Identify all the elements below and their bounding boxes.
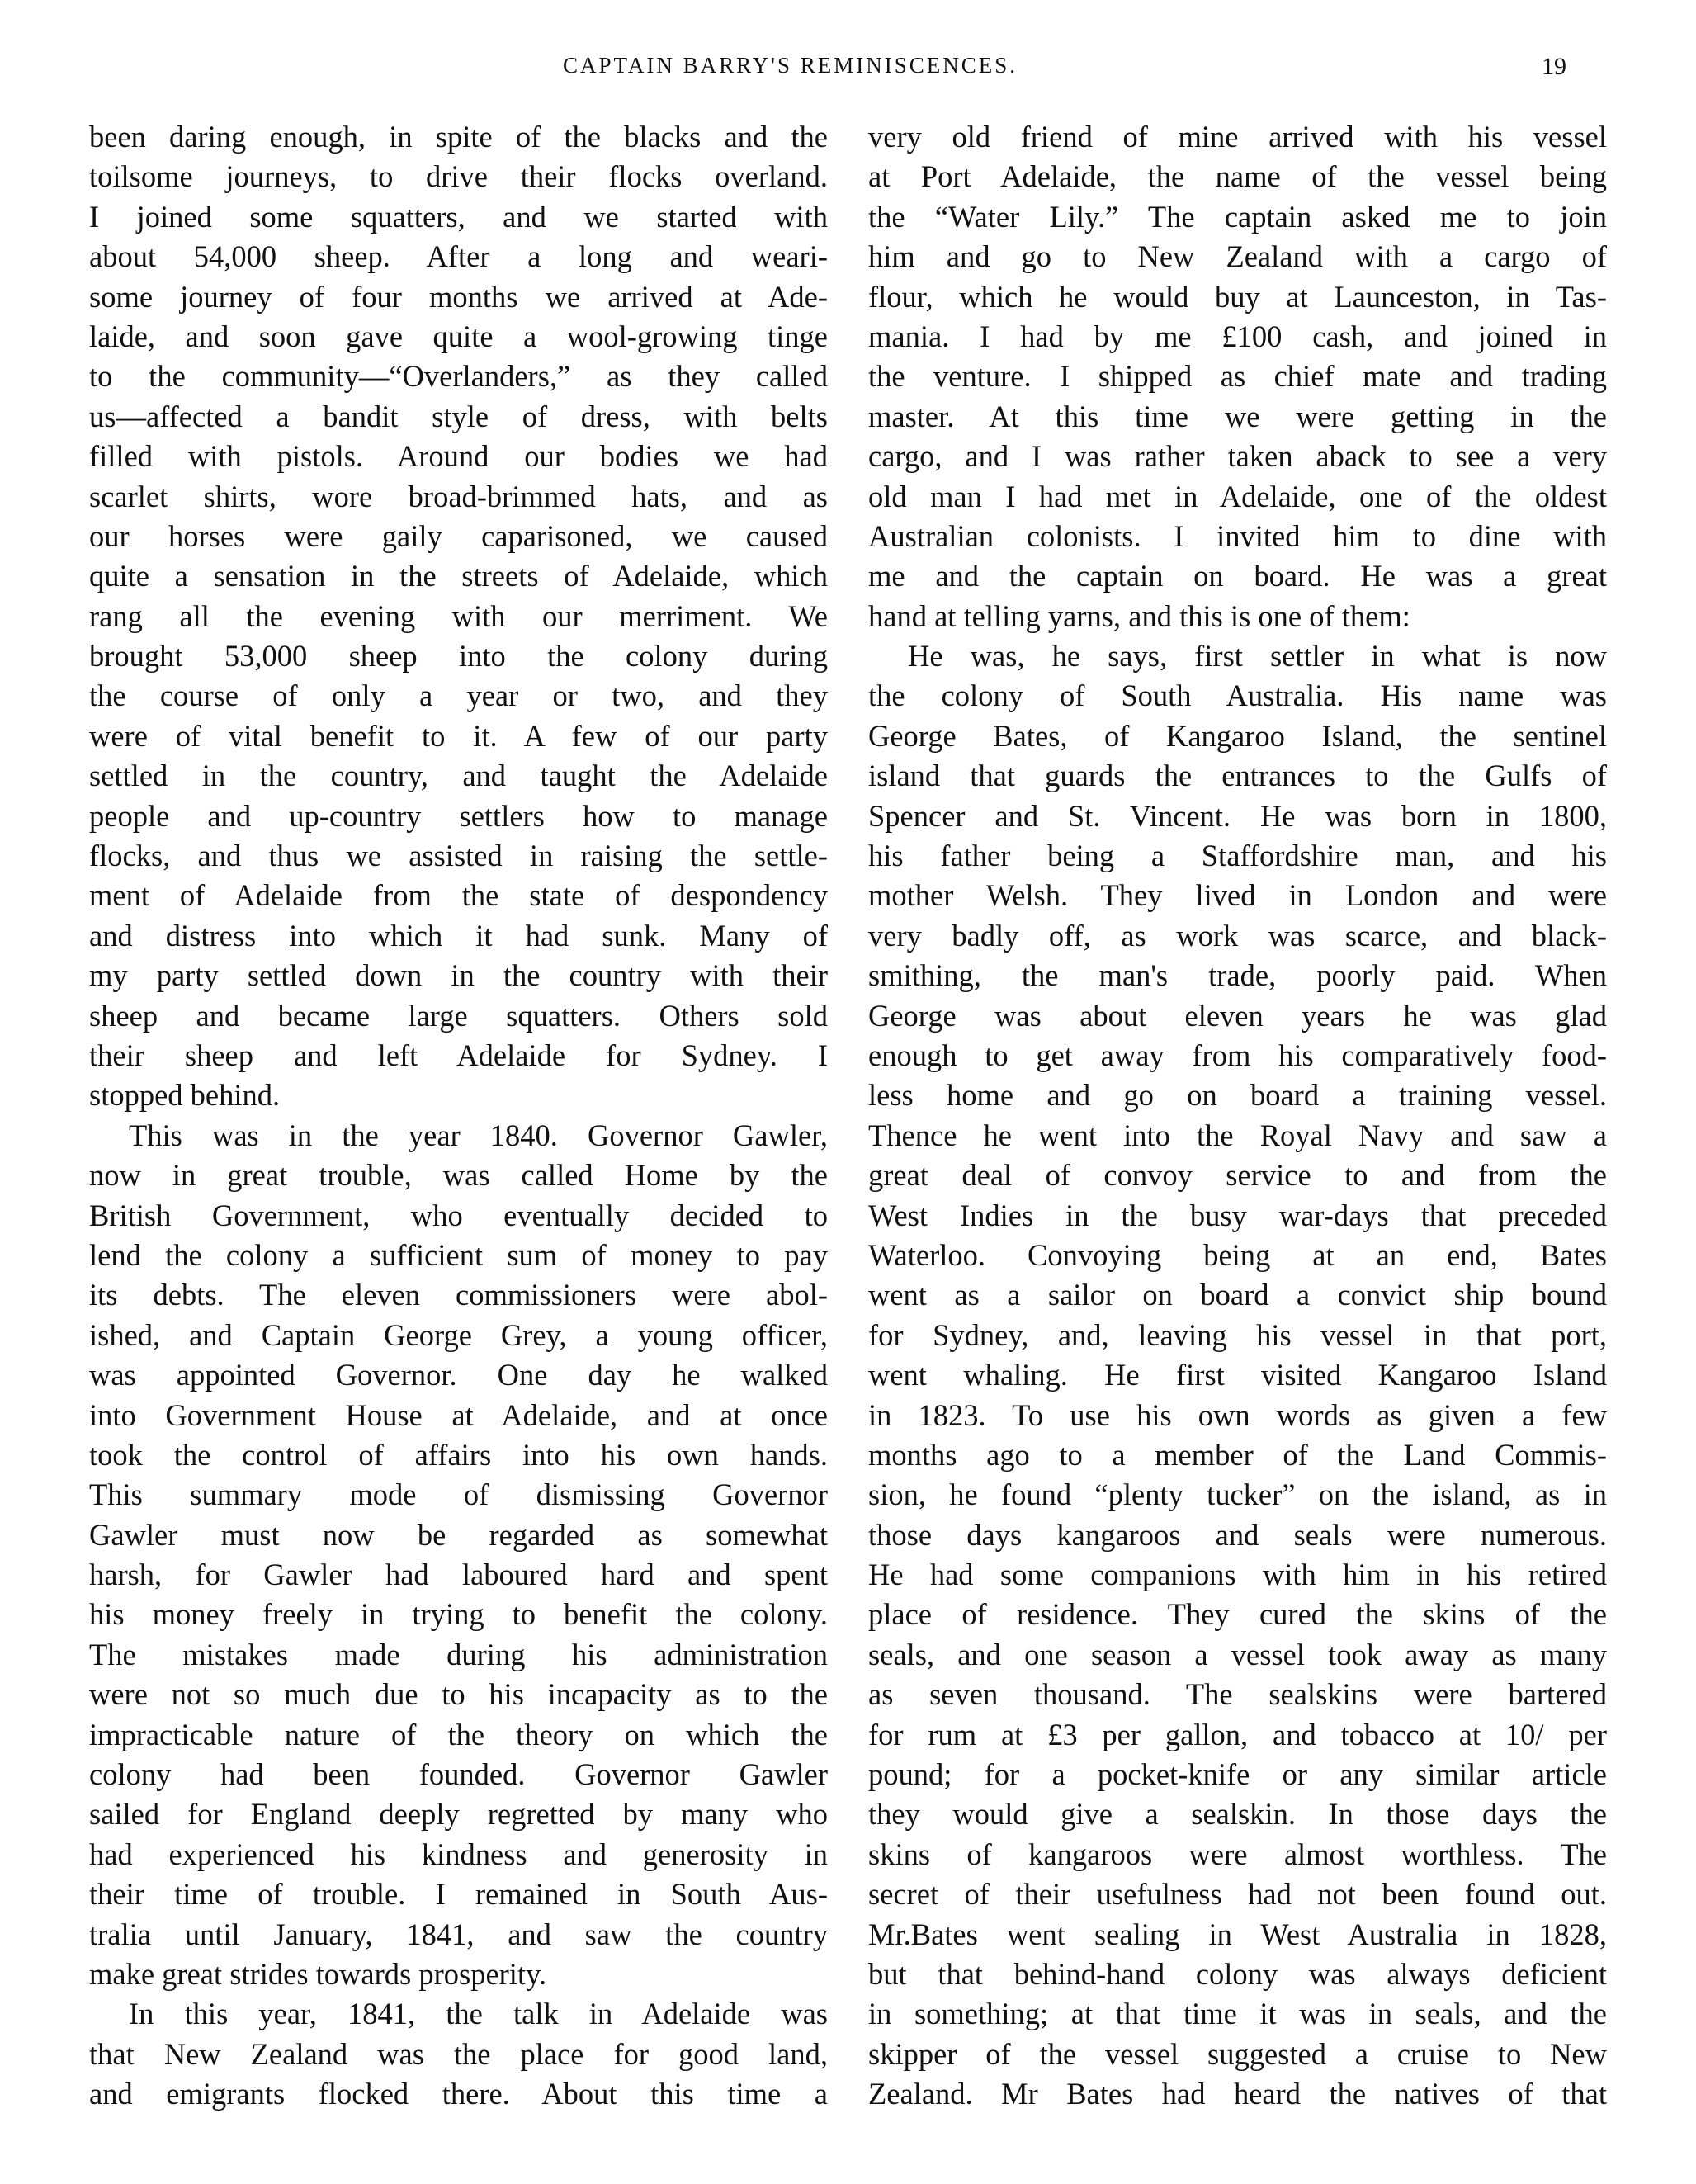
- text-line: into Government House at Adelaide, and at once: [89, 1397, 828, 1432]
- text-line: He was, he says, first settler in what is now: [908, 639, 1607, 674]
- text-line: master. At this time we were getting in the: [868, 399, 1607, 433]
- text-line: skipper of the vessel suggested a cruise to New: [868, 2036, 1607, 2071]
- text-line: scarlet shirts, wore broad-brimmed hats, and as: [89, 479, 828, 513]
- text-line: harsh, for Gawler had laboured hard and spent: [89, 1558, 828, 1592]
- text-line: island that guards the entrances to the Gulfs of: [868, 759, 1607, 793]
- text-line: but that behind-hand colony was always deficient: [868, 1956, 1607, 1991]
- text-line: very old friend of mine arrived with his vessel: [868, 120, 1607, 154]
- text-line: to the community—“Overlanders,” as they called: [89, 359, 828, 394]
- text-line: at Port Adelaide, the name of the vessel being: [868, 159, 1607, 194]
- text-line: for rum at £3 per gallon, and tobacco at 10/ per: [868, 1717, 1607, 1751]
- text-line: ment of Adelaide from the state of despondency: [89, 878, 828, 913]
- text-line: smithing, the man's trade, poorly paid. When: [868, 958, 1607, 993]
- text-line: sailed for England deeply regretted by many who: [89, 1797, 828, 1832]
- text-line: our horses were gaily caparisoned, we caused: [89, 518, 828, 553]
- text-line: tralia until January, 1841, and saw the country: [89, 1917, 828, 1951]
- text-line: Mr.Bates went sealing in West Australia in 1828,: [868, 1917, 1607, 1951]
- text-line: his father being a Staffordshire man, and his: [868, 839, 1607, 873]
- text-line: went as a sailor on board a convict ship bound: [868, 1278, 1607, 1312]
- running-title: CAPTAIN BARRY'S REMINISCENCES.: [563, 53, 1018, 78]
- text-line: had experienced his kindness and generosity in: [89, 1837, 828, 1871]
- text-line: and distress into which it had sunk. Many of: [89, 918, 828, 953]
- text-line: were not so much due to his incapacity as to the: [89, 1677, 828, 1712]
- text-line: seals, and one season a vessel took away as many: [868, 1637, 1607, 1671]
- page-number: 19: [1542, 53, 1566, 80]
- text-line: were of vital benefit to it. A few of our party: [89, 718, 828, 753]
- text-line: lend the colony a sufficient sum of money to pay: [89, 1237, 828, 1272]
- text-line: Thence he went into the Royal Navy and saw a: [868, 1118, 1607, 1152]
- left-column: [89, 117, 828, 2115]
- text-line: the colony of South Australia. His name was: [868, 678, 1607, 713]
- text-line: some journey of four months we arrived at Ade-: [89, 279, 828, 314]
- text-line: less home and go on board a training vessel.: [868, 1078, 1607, 1113]
- text-line: the course of only a year or two, and they: [89, 678, 828, 713]
- text-line: skins of kangaroos were almost worthless. The: [868, 1837, 1607, 1871]
- text-line: quite a sensation in the streets of Adelaide, which: [89, 559, 828, 593]
- text-line: that New Zealand was the place for good land,: [89, 2036, 828, 2071]
- text-line: Zealand. Mr Bates had heard the natives of that: [868, 2077, 1607, 2111]
- text-line: those days kangaroos and seals were numerous.: [868, 1517, 1607, 1552]
- text-line: laide, and soon gave quite a wool-growing tinge: [89, 319, 828, 353]
- text-line: in 1823. To use his own words as given a few: [868, 1397, 1607, 1432]
- text-line: This was in the year 1840. Governor Gawler,: [129, 1118, 828, 1152]
- text-line: sion, he found “plenty tucker” on the island, as in: [868, 1477, 1607, 1512]
- text-line: impracticable nature of the theory on which the: [89, 1717, 828, 1751]
- text-line: was appointed Governor. One day he walked: [89, 1358, 828, 1392]
- text-line: I joined some squatters, and we started with: [89, 199, 828, 234]
- text-line: George Bates, of Kangaroo Island, the sentinel: [868, 718, 1607, 753]
- text-line: rang all the evening with our merriment. We: [89, 598, 828, 633]
- text-line: months ago to a member of the Land Commis-: [868, 1437, 1607, 1472]
- text-line: He had some companions with him in his retired: [868, 1558, 1607, 1592]
- text-line: place of residence. They cured the skins of the: [868, 1597, 1607, 1632]
- text-line: they would give a sealskin. In those days the: [868, 1797, 1607, 1832]
- text-line: brought 53,000 sheep into the colony during: [89, 639, 828, 674]
- text-line: ished, and Captain George Grey, a young officer,: [89, 1317, 828, 1352]
- right-column: [868, 117, 1607, 2115]
- text-line: their time of trouble. I remained in South Aus-: [89, 1877, 828, 1912]
- text-line: the “Water Lily.” The captain asked me to join: [868, 199, 1607, 234]
- text-line: very badly off, as work was scarce, and black-: [868, 918, 1607, 953]
- text-line: people and up-country settlers how to manage: [89, 798, 828, 833]
- text-line: the venture. I shipped as chief mate and trading: [868, 359, 1607, 394]
- text-line: as seven thousand. The sealskins were bartered: [868, 1677, 1607, 1712]
- text-line: enough to get away from his comparatively food-: [868, 1038, 1607, 1072]
- text-line: took the control of affairs into his own hands.: [89, 1437, 828, 1472]
- text-line: their sheep and left Adelaide for Sydney. I: [89, 1038, 828, 1072]
- text-line: flour, which he would buy at Launceston, in Tas-: [868, 279, 1607, 314]
- text-line: mother Welsh. They lived in London and were: [868, 878, 1607, 913]
- text-line: and emigrants flocked there. About this time a: [89, 2077, 828, 2111]
- text-line: West Indies in the busy war-days that preceded: [868, 1198, 1607, 1232]
- text-line: colony had been founded. Governor Gawler: [89, 1757, 828, 1792]
- text-line: The mistakes made during his administration: [89, 1637, 828, 1671]
- text-line: George was about eleven years he was glad: [868, 998, 1607, 1033]
- text-line: stopped behind.: [89, 1078, 281, 1113]
- text-line: Spencer and St. Vincent. He was born in 1800,: [868, 798, 1607, 833]
- text-line: mania. I had by me £100 cash, and joined in: [868, 319, 1607, 353]
- text-line: Australian colonists. I invited him to dine with: [868, 518, 1607, 553]
- text-line: great deal of convoy service to and from the: [868, 1158, 1607, 1193]
- text-line: sheep and became large squatters. Others sold: [89, 998, 828, 1033]
- text-line: in something; at that time it was in seals, and the: [868, 1997, 1607, 2031]
- text-line: my party settled down in the country with their: [89, 958, 828, 993]
- text-line: its debts. The eleven commissioners were abol-: [89, 1278, 828, 1312]
- text-line: for Sydney, and, leaving his vessel in that port,: [868, 1317, 1607, 1352]
- page-header: [0, 53, 1696, 89]
- text-line: flocks, and thus we assisted in raising the settle-: [89, 839, 828, 873]
- text-line: filled with pistols. Around our bodies we had: [89, 439, 828, 474]
- text-line: hand at telling yarns, and this is one of them:: [868, 598, 1410, 633]
- text-line: British Government, who eventually decided to: [89, 1198, 828, 1232]
- text-line: old man I had met in Adelaide, one of the oldest: [868, 479, 1607, 513]
- text-line: us—affected a bandit style of dress, with belts: [89, 399, 828, 433]
- text-line: Waterloo. Convoying being at an end, Bates: [868, 1237, 1607, 1272]
- text-line: cargo, and I was rather taken aback to see a very: [868, 439, 1607, 474]
- text-line: toilsome journeys, to drive their flocks overland.: [89, 159, 828, 194]
- text-line: settled in the country, and taught the Adelaide: [89, 759, 828, 793]
- text-line: pound; for a pocket-knife or any similar article: [868, 1757, 1607, 1792]
- text-line: secret of their usefulness had not been found out.: [868, 1877, 1607, 1912]
- text-line: Gawler must now be regarded as somewhat: [89, 1517, 828, 1552]
- text-line: his money freely in trying to benefit the colony.: [89, 1597, 828, 1632]
- text-line: about 54,000 sheep. After a long and weari-: [89, 239, 828, 274]
- text-line: now in great trouble, was called Home by the: [89, 1158, 828, 1193]
- text-line: make great strides towards prosperity.: [89, 1956, 547, 1991]
- text-line: him and go to New Zealand with a cargo of: [868, 239, 1607, 274]
- text-line: This summary mode of dismissing Governor: [89, 1477, 828, 1512]
- text-line: went whaling. He first visited Kangaroo Island: [868, 1358, 1607, 1392]
- text-line: me and the captain on board. He was a great: [868, 559, 1607, 593]
- text-line: been daring enough, in spite of the blacks and the: [89, 120, 828, 154]
- text-line: In this year, 1841, the talk in Adelaide was: [129, 1997, 828, 2031]
